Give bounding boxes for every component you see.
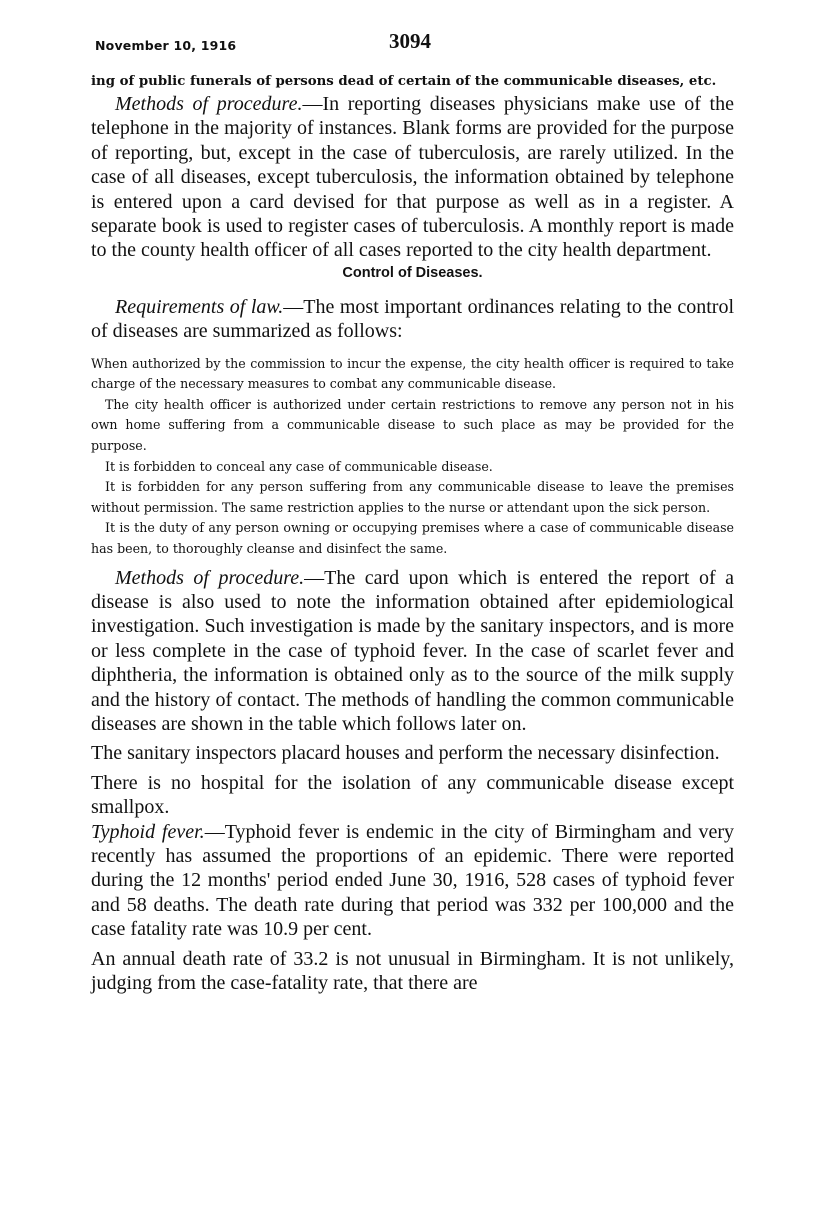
paragraph-body: —The most important ordinances relating to the control of diseases are summarized as follows:	[91, 295, 735, 343]
page-header	[91, 28, 734, 58]
paragraph-typhoid-fever	[91, 820, 734, 942]
document-page	[91, 28, 734, 996]
ordinance-item: It is forbidden to conceal any case of communicable disease.	[105, 458, 493, 474]
paragraph-heading: Methods of procedure.	[115, 93, 303, 115]
paragraph-death-rate: An annual death rate of 33.2 is not unusual in Birmingham. It is not unlikely, judging from the case-fatality rate, that there are	[91, 947, 734, 995]
ordinance-item: When authorized by the commission to incur the expense, the city health officer is required to take charge of the necessary measures to combat any communicable disease.	[91, 355, 734, 392]
paragraph-methods-reporting	[91, 92, 734, 263]
ordinance-item: The city health officer is authorized under certain restrictions to remove any person not in his own home suffering from a communicable disease to such place as may be provided for the purpose.	[91, 396, 734, 454]
paragraph-body: —Typhoid fever is endemic in the city of Birmingham and very recently has assumed the proportions of an epidemic. There were reported during the 12 months' period ended June 30, 1916, 528 cases of typhoid fever and 58 deaths. The death rate during that period was 332 per 100,000 and the case fatality rate was 10.9 per cent.	[91, 820, 734, 941]
paragraph-requirements-of-law	[91, 295, 734, 344]
page-number: 3094	[389, 29, 431, 53]
section-title: Control of Diseases.	[342, 264, 483, 281]
continuation-text: ing of public funerals of persons dead of certain of the communicable diseases, etc.	[91, 74, 717, 89]
paragraph-heading: Methods of procedure.	[115, 566, 305, 589]
paragraph-methods-investigation	[91, 566, 734, 737]
header-date: November 10, 1916	[95, 38, 237, 53]
ordinance-list	[91, 354, 734, 560]
paragraph-heading: Typhoid fever.	[91, 820, 205, 843]
paragraph-heading: Requirements of law.	[115, 295, 284, 318]
ordinance-item: It is the duty of any person owning or occupying premises where a case of communicable disease has been, to thoroughly cleanse and disinfect the same.	[91, 520, 734, 556]
paragraph-body: —The card upon which is entered the report of a disease is also used to note the information obtained after epidemiological investigation. Such investigation is made by the sanitary inspectors, and is more or less complete in the case of typhoid fever. In the case of scarlet fever and diphtheria, the information is obtained only as to the source of the milk supply and the history of contact. The methods of handling the common communicable diseases are shown in the table which follows later on.	[91, 566, 734, 736]
paragraph-body: —In reporting diseases physicians make use of the telephone in the majority of instances. Blank forms are provided for the purpose of reporting, but, except in the case of tuberculosis, are rarely utilized. In the case of all diseases, except tuberculosis, the information obtained by telephone is entered upon a card devised for that purpose as well as in a register. A separate book is used to register cases of tuberculosis. A monthly report is made to the county health officer of all cases reported to the city health department.	[91, 93, 734, 262]
paragraph-hospital: There is no hospital for the isolation of any communicable disease except smallpox.	[91, 771, 734, 819]
ordinance-item: It is forbidden for any person suffering from any communicable disease to leave the premises without permission. The same restriction applies to the nurse or attendant upon the sick person.	[91, 479, 734, 515]
paragraph-inspectors: The sanitary inspectors placard houses and perform the necessary disinfection.	[91, 742, 720, 765]
